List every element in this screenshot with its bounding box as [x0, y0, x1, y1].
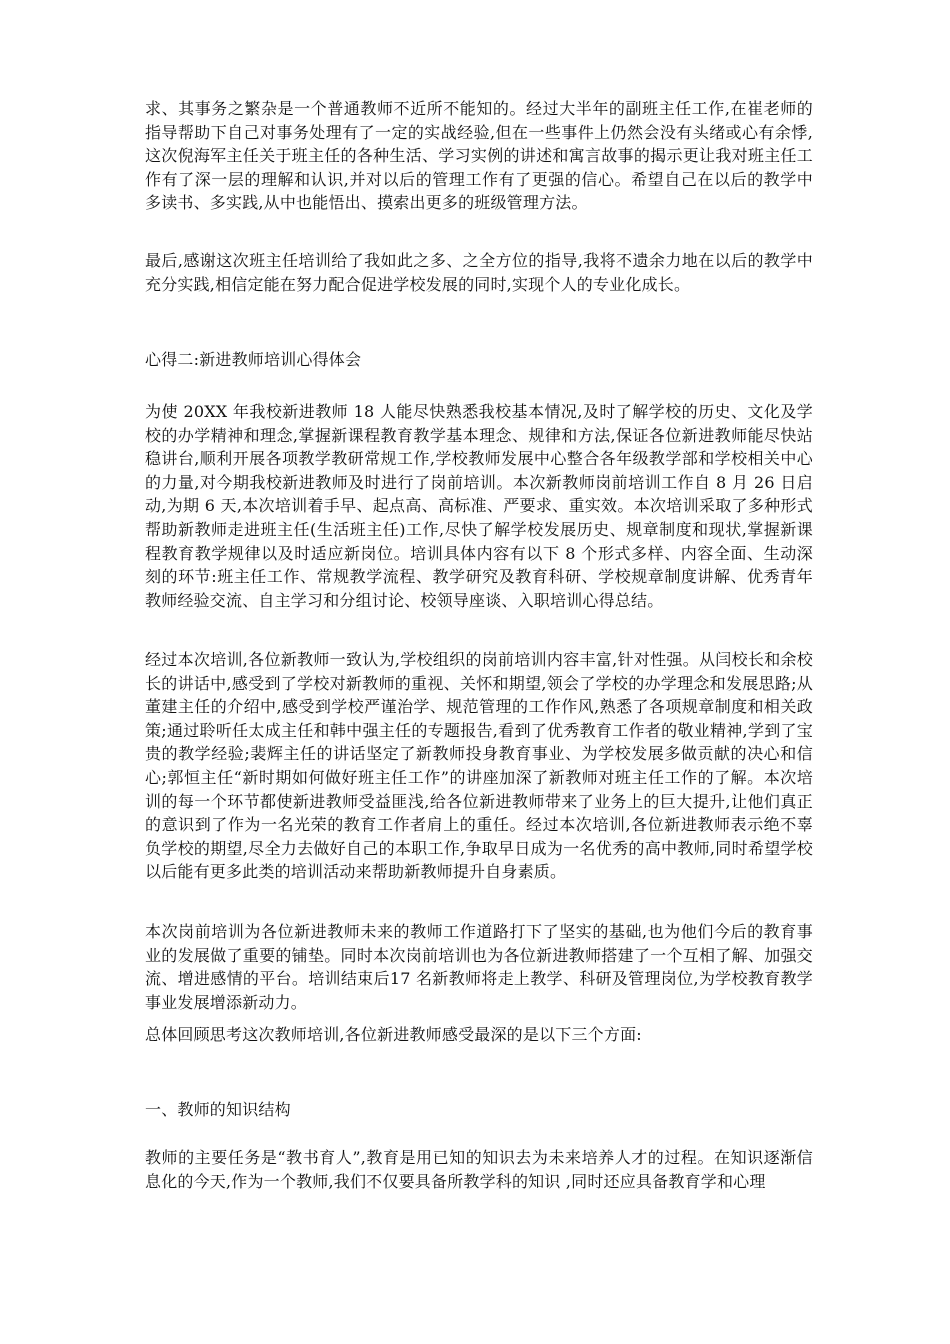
paragraph-thanks: 最后,感谢这次班主任培训给了我如此之多、之全方位的指导,我将不遗余力地在以后的教学中充分实践,相信定能在努力配合促进学校发展的同时,实现个人的专业化成长。 — [145, 251, 813, 294]
paragraph-summary-intro: 总体回顾思考这次教师培训,各位新进教师感受最深的是以下三个方面: — [145, 1025, 642, 1044]
paragraph-closing-reflection: 求、其事务之繁杂是一个普通教师不近所不能知的。经过大半年的副班主任工作,在崔老师的指导帮助下自己对事务处理有了一定的实战经验,但在一些事件上仍然会没有头绪或心有余悸,这次倪海军主任关于班主任的各种生活、学习实例的讲述和寓言故事的揭示更让我对班主任工作有了深一层的理解和认识,并对以后的管理工作有了更强的信心。希望自己在以后的教学中多读书、多实践,从中也能悟出、摸索出更多的班级管理方法。 — [145, 99, 813, 213]
paragraph-training-foundation: 本次岗前培训为各位新进教师未来的教师工作道路打下了坚实的基础,也为他们今后的教育事业的发展做了重要的铺垫。同时本次岗前培训也为各位新进教师搭建了一个互相了解、加强交流、增进感情的平台。培训结束后17 名新教师将走上教学、科研及管理岗位,为学校教育教学事业发展增添新动力。 — [145, 922, 813, 1012]
paragraph-training-overview: 为使 20XX 年我校新进教师 18 人能尽快熟悉我校基本情况,及时了解学校的历史、文化及学校的办学精神和理念,掌握新课程教育教学基本理念、规律和方法,保证各位新进教师能尽快站稳讲台,顺利开展各项教学教研常规工作,学校教师发展中心整合各年级教学部和学校相关中心的力量,对今期我校新进教师及时进行了岗前培训。本次新教师岗前培训工作自 8 月 26 日启动,为期 6 天,本次培训着手早、起点高、高标准、严要求、重实效。本次培训采取了多种形式帮助新教师走进班主任(生活班主任)工作,尽快了解学校发展历史、规章制度和现状,掌握新课程教育教学规律以及时适应新岗位。培训具体内容有以下 8 个形式多样、内容全面、生动深刻的环节:班主任工作、常规教学流程、教学研究及教育科研、学校规章制度讲解、优秀青年教师经验交流、自主学习和分组讨论、校领导座谈、入职培训心得总结。 — [145, 402, 813, 610]
section-heading: 心得二:新进教师培训心得体会 — [145, 350, 362, 369]
subheading-knowledge-structure: 一、教师的知识结构 — [145, 1100, 291, 1119]
paragraph-training-feedback: 经过本次培训,各位新教师一致认为,学校组织的岗前培训内容丰富,针对性强。从闫校长和余校长的讲话中,感受到了学校对新教师的重视、关怀和期望,领会了学校的办学理念和发展思路;从董建主任的介绍中,感受到学校严谨治学、规范管理的工作作风,熟悉了各项规章制度和相关政策;通过聆听任太成主任和韩中强主任的专题报告,看到了优秀教育工作者的敬业精神,学到了宝贵的教学经验;裴辉主任的讲话坚定了新教师投身教育事业、为学校发展多做贡献的决心和信心;郭恒主任“新时期如何做好班主任工作”的讲座加深了新教师对班主任工作的了解。本次培训的每一个环节都使新进教师受益匪浅,给各位新进教师带来了业务上的巨大提升,让他们真正的意识到了作为一名光荣的教育工作者肩上的重任。经过本次培训,各位新进教师表示绝不辜负学校的期望,尽全力去做好自己的本职工作,争取早日成为一名优秀的高中教师,同时希望学校以后能有更多此类的培训活动来帮助新教师提升自身素质。 — [145, 650, 813, 882]
paragraph-teacher-task: 教师的主要任务是“教书育人”,教育是用已知的知识去为未来培养人才的过程。在知识逐渐信息化的今天,作为一个教师,我们不仅要具备所教学科的知识 ,同时还应具备教育学和心理 — [145, 1148, 813, 1191]
